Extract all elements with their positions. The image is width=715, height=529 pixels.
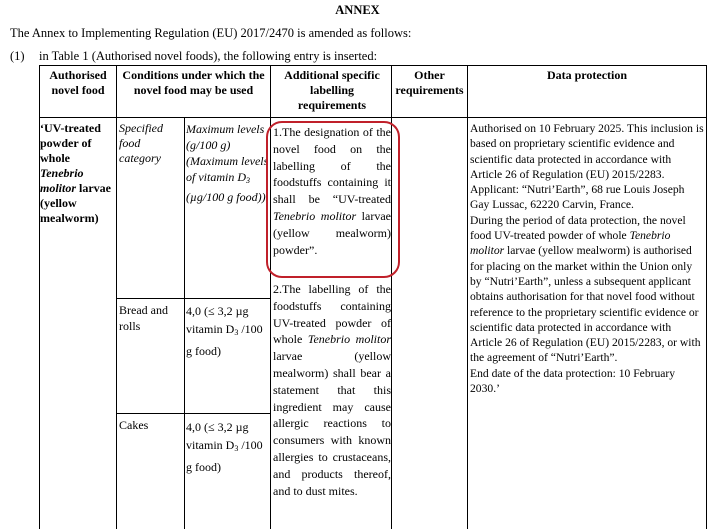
labelling-requirement-2: 2.The labelling of the foodstuffs containing UV-treated powder of whole Tenebrio molitor larvae (yellow mealworm) shall bear a statement that this ingredient may cause allergic reactions to consumers with known allergies to crustaceans, and products thereof, and to dust mites.: [273, 282, 391, 498]
data-protection-applicant: Applicant: “Nutri’Earth”, 68 rue Louis Joseph Gay Lussac, 62220 Carvin, France.: [470, 183, 685, 212]
annex-title: ANNEX: [335, 3, 380, 17]
specified-food-category-header: Specified food category: [119, 121, 163, 165]
item-number: (1): [10, 49, 25, 63]
item-text: in Table 1 (Authorised novel foods), the following entry is inserted:: [39, 49, 378, 63]
labelling-requirement-1: 1.The designation of the novel food on the labelling of the foodstuffs containing it shall be “UV-treated Tenebrio molitor larvae (yellow mealworm) powder”.: [273, 125, 391, 257]
intro-text: The Annex to Implementing Regulation (EU) 2017/2470 is amended as follows:: [10, 26, 412, 40]
header-novel-food: Authorised novel food: [49, 68, 107, 97]
data-protection-end-date: End date of the data protection: 10 February 2030.’: [470, 366, 676, 396]
data-protection-authorisation: Authorised on 10 February 2025. This inclusion is based on proprietary scientific evidence and scientific data protected in accordance with Article 26 of Regulation (EU) 2015/2283.: [470, 122, 704, 181]
header-data-protection: Data protection: [546, 68, 628, 82]
header-other: Other requirements: [395, 68, 464, 97]
header-labelling: Additional specific labelling requirements: [284, 68, 380, 112]
category-bread-and-rolls: Bread and rolls: [119, 303, 168, 333]
level-cakes: 4,0 (≤ 3,2 µg vitamin $D_3$ /100 g food): [186, 420, 263, 474]
novel-food-name: ‘UV-treated powder of whole Tenebrio molitor larvae (yellow mealworm): [40, 121, 112, 225]
data-protection-text: [470, 121, 704, 396]
level-bread-and-rolls: 4,0 (≤ 3,2 µg vitamin $D_3$ /100 g food): [186, 304, 263, 358]
maximum-levels-header: Maximum levels (g/100 g) (Maximum levels of vitamin $D_3$ (µg/100 g food)): [186, 122, 269, 204]
highlight-annotation: [266, 121, 400, 278]
data-protection-period: During the period of data protection, the novel food UV-treated powder of whole Tenebrio molitor larvae (yellow mealworm) is authorised for placing on the market within the Union only by “Nutri’Earth”, unless a subsequent applicant obtains authorisation for that novel food without reference to the proprietary scientific evidence or scientific data protected in accordance with Article 26 of Regulation (EU) 2015/2283, or with the agreement of “Nutri’Earth”.: [470, 213, 701, 365]
header-conditions: Conditions under which the novel food may be used: [122, 68, 265, 97]
category-cakes: Cakes: [119, 418, 149, 432]
